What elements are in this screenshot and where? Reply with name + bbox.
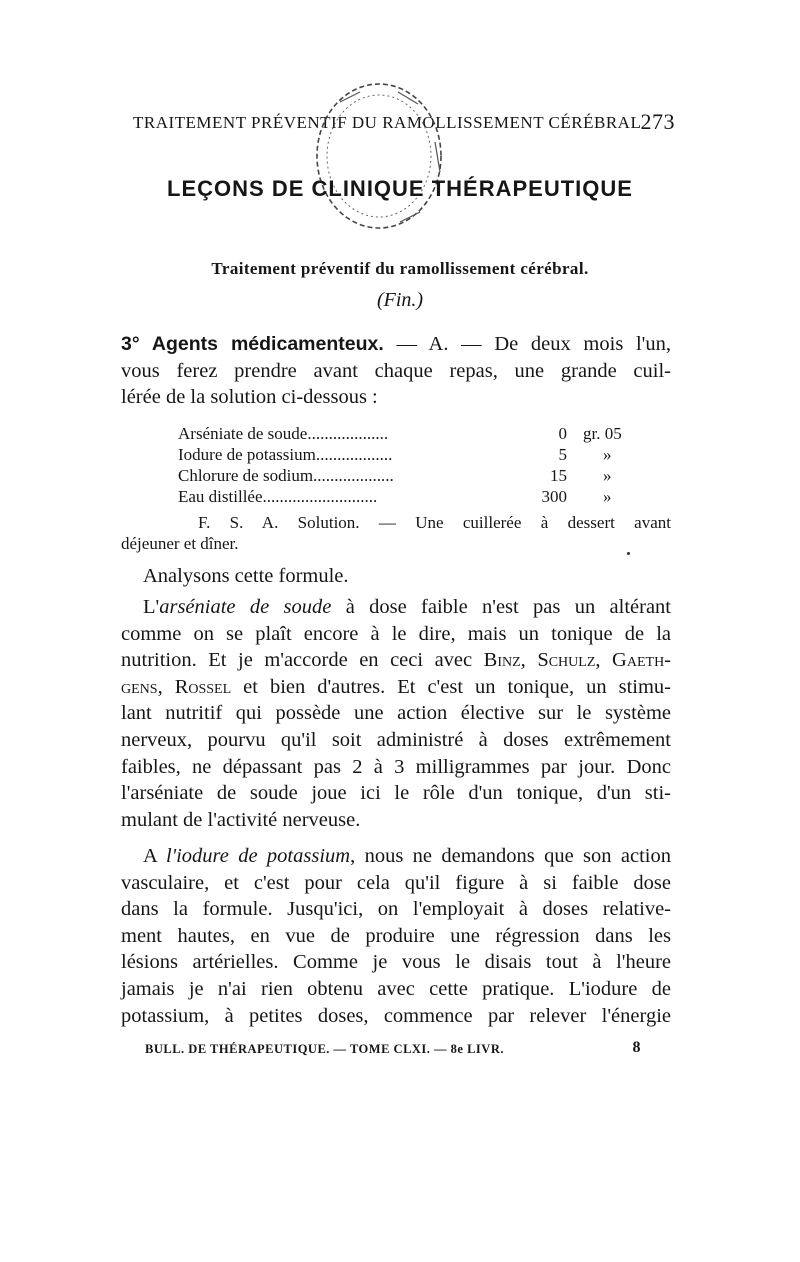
- ingredient-name: Eau distillée...........................: [178, 487, 378, 506]
- ingredient-unit: gr. 05: [583, 424, 622, 443]
- prescription-row: [178, 423, 638, 444]
- separator: ,: [595, 649, 613, 672]
- prescription-table: [178, 423, 638, 507]
- iodure-line-3: dans la formule. Jusqu'ici, on l'employait à doses relative-: [121, 898, 671, 921]
- arseniate-line-2: comme on se plaît encore à le dire, mais un tonique de la: [121, 622, 671, 645]
- running-title: TRAITEMENT PRÉVENTIF DU RAMOLLISSEMENT CÉRÉBRAL: [133, 113, 642, 132]
- arseniate-line-1-rest: à dose faible n'est pas un altérant: [331, 596, 671, 618]
- iodure-line-1: [121, 843, 671, 870]
- intro-heading: 3° Agents médicamenteux.: [121, 333, 384, 355]
- ingredient-name: Chlorure de sodium...................: [178, 466, 394, 485]
- library-stamp-icon: [300, 72, 458, 240]
- separator: ,: [157, 675, 175, 698]
- iodure-line-5: lésions artérielles. Comme je vous le disais tout à l'heure: [121, 951, 671, 974]
- iodure-line-7: potassium, à petites doses, commence par relever l'énergie: [121, 1004, 671, 1027]
- iodure-line-1-start: A: [143, 845, 167, 867]
- author-gaethgens-part1: Gaeth-: [612, 649, 672, 672]
- intro-line-2: vous ferez prendre avant chaque repas, une grande cuil-: [121, 359, 671, 382]
- ingredient-quantity: 300: [541, 487, 567, 506]
- ingredient-unit: »: [603, 487, 612, 506]
- iodure-line-4: ment hautes, en vue de produire une régression dans les: [121, 924, 671, 947]
- intro-line-3: lérée de la solution ci-dessous :: [121, 386, 378, 409]
- ingredient-unit: »: [603, 445, 612, 464]
- iodure-line-2: vasculaire, et c'est pour cela qu'il figure à si faible dose: [121, 871, 671, 894]
- prescription-row: [178, 486, 638, 507]
- arseniate-line-5: lant nutritif qui possède une action élective sur le système: [121, 702, 671, 725]
- arseniate-line-3: [121, 647, 671, 674]
- intro-paragraph: [121, 331, 671, 411]
- arseniate-line-4: [121, 674, 671, 701]
- arseniate-term: arséniate de soude: [159, 596, 332, 618]
- arseniate-line-3-start: nutrition. Et je m'accorde en ceci avec: [121, 649, 484, 672]
- fsa-line-2: déjeuner et dîner.: [121, 534, 239, 553]
- ingredient-name: Iodure de potassium..................: [178, 445, 393, 464]
- ink-speck: [627, 552, 630, 555]
- ingredient-name: Arséniate de soude...................: [178, 424, 389, 443]
- iodure-line-1-rest: , nous ne demandons que son action: [350, 845, 671, 867]
- arseniate-line-1: [121, 594, 671, 621]
- intro-line-1: [121, 331, 671, 358]
- iodure-term: l'iodure de potassium: [166, 845, 351, 867]
- arseniate-line-7: faibles, ne dépassant pas 2 à 3 milligrammes par jour. Donc: [121, 755, 671, 778]
- arseniate-line-6: nerveux, pourvu qu'il soit administré à doses extrêmement: [121, 728, 671, 751]
- analysis-intro: [121, 563, 671, 590]
- arseniate-article: L': [143, 596, 160, 618]
- arseniate-line-9: mulant de l'activité nerveuse.: [121, 808, 361, 831]
- arseniate-line-4-rest: et bien d'autres. Et c'est un tonique, un stimu-: [231, 675, 671, 698]
- author-gaethgens-part2: gens: [121, 675, 158, 698]
- iodure-line-6: jamais je n'ai rien obtenu avec cette pratique. L'iodure de: [121, 977, 671, 1000]
- arseniate-line-8: l'arséniate de soude joue ici le rôle d'un tonique, d'un sti-: [121, 782, 671, 805]
- ingredient-quantity: 15: [550, 466, 567, 485]
- ingredient-quantity: 5: [558, 445, 567, 464]
- author-binz: Binz: [483, 649, 521, 672]
- page-number: 273: [640, 109, 675, 134]
- intro-line-1-rest: — A. — De deux mois l'un,: [383, 333, 672, 355]
- prescription-instructions: [121, 512, 671, 554]
- ingredient-unit: »: [603, 466, 612, 485]
- footer-signature: BULL. DE THÉRAPEUTIQUE. — TOME CLXI. — 8e LIVR.: [145, 1042, 504, 1056]
- signature-mark: 8: [632, 1039, 641, 1056]
- fsa-line-1: F. S. A. Solution. — Une cuillerée à dessert avant: [198, 513, 671, 532]
- analysis-intro-line: Analysons cette formule.: [143, 565, 349, 587]
- author-schulz: Schulz: [537, 649, 596, 672]
- paragraph-arseniate: [121, 594, 671, 833]
- author-rossel: Rossel: [174, 675, 232, 698]
- prescription-row: [178, 444, 638, 465]
- prescription-row: [178, 465, 638, 486]
- section-title: LEÇONS DE CLINIQUE THÉRAPEUTIQUE: [167, 176, 633, 201]
- separator: ,: [520, 649, 538, 672]
- paragraph-iodure: [121, 843, 671, 1029]
- fin-note: (Fin.): [376, 289, 424, 311]
- ingredient-quantity: 0: [558, 424, 567, 443]
- article-subtitle: Traitement préventif du ramollissement cérébral.: [211, 259, 589, 278]
